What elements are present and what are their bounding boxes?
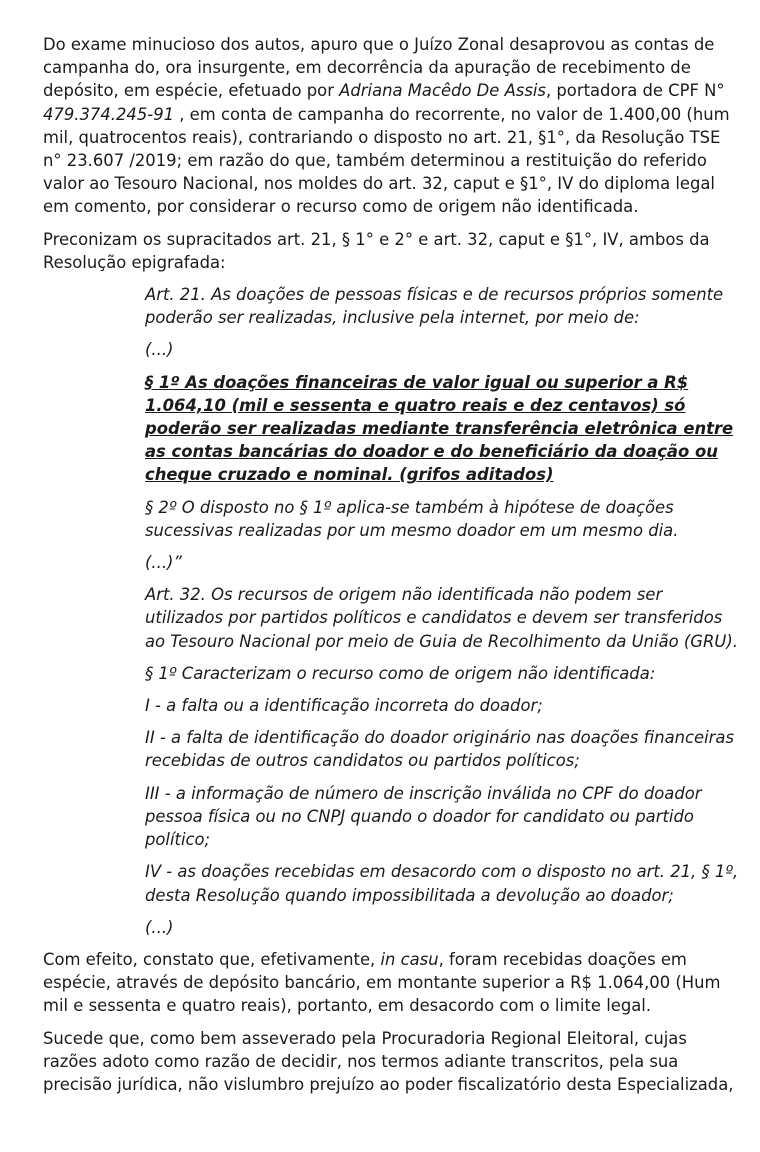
quote-art32-par1: § 1º Caracterizam o recurso como de origem não identificada: xyxy=(145,663,656,683)
paragraph-3 xyxy=(43,948,743,1018)
quote-ellipsis-2: (...)” xyxy=(145,553,182,573)
p1-text-b: , portadora de CPF N° xyxy=(545,81,725,101)
quote-item-iii: III - a informação de número de inscrição inválida no CPF do doador pessoa física ou no CNPJ quando o doador for candidato ou partido político; xyxy=(145,783,702,850)
quote-item-iv: IV - as doações recebidas em desacordo com o disposto no art. 21, § 1º, desta Resolução quando impossibilitada a devolução ao doador; xyxy=(145,862,739,905)
quote-ellipsis-1: (...) xyxy=(145,340,174,360)
legal-quote xyxy=(145,283,745,939)
p1-text-a: Do exame minucioso dos autos, apuro que o Juízo Zonal desaprovou as contas de campanha do, ora insurgente, em decorrência da apuração de recebimento de depósito, em espécie, efetuado por xyxy=(43,35,715,101)
p1-text-c: , em conta de campanha do recorrente, no valor de 1.400,00 (hum mil, quatrocentos reais), contrariando o disposto no art. 21, §1°, da Resolução TSE n° 23.607 /2019; em razão do que, também determinou a restituição do referido valor ao Tesouro Nacional, nos moldes do art. 32, caput e §1°, IV do diploma legal em comento, por considerar o recurso como de origem não identificada. xyxy=(43,104,730,217)
donor-name: Adriana Macêdo De Assis xyxy=(339,81,546,101)
paragraph-2: Preconizam os supracitados art. 21, § 1° e 2° e art. 32, caput e §1°, IV, ambos da Resolução epigrafada: xyxy=(43,229,710,272)
document-body xyxy=(43,33,743,1105)
paragraph-1 xyxy=(43,33,743,219)
in-casu: in casu xyxy=(380,949,439,969)
quote-art21: Art. 21. As doações de pessoas físicas e de recursos próprios somente poderão ser realizadas, inclusive pela internet, por meio de: xyxy=(145,285,724,328)
quote-art21-par1: § 1º As doações financeiras de valor igual ou superior a R$ 1.064,10 (mil e sessenta e quatro reais e dez centavos) só poderão ser realizadas mediante transferência eletrônica entre as contas bancárias do doador e do beneficiário da doação ou cheque cruzado e nominal. (grifos aditados) xyxy=(145,372,734,485)
p3-text-b: , foram recebidas doações em espécie, através de depósito bancário, em montante superior a R$ 1.064,00 (Hum mil e sessenta e quatro reais), portanto, em desacordo com o limite legal. xyxy=(43,949,721,1016)
quote-item-ii: II - a falta de identificação do doador originário nas doações financeiras recebidas de outros candidatos ou partidos políticos; xyxy=(145,728,735,771)
quote-art21-par2: § 2º O disposto no § 1º aplica-se também à hipótese de doações sucessivas realizadas por um mesmo doador em um mesmo dia. xyxy=(145,497,679,540)
p3-text-a: Com efeito, constato que, efetivamente, xyxy=(43,949,381,969)
quote-item-i: I - a falta ou a identificação incorreta do doador; xyxy=(145,696,543,716)
quote-ellipsis-3: (...) xyxy=(145,917,174,937)
quote-art32: Art. 32. Os recursos de origem não identificada não podem ser utilizados por partidos políticos e candidatos e devem ser transferidos ao Tesouro Nacional por meio de Guia de Recolhimento da União (GRU). xyxy=(145,585,738,651)
cpf-number: 479.374.245-91 xyxy=(43,104,175,124)
paragraph-4: Sucede que, como bem asseverado pela Procuradoria Regional Eleitoral, cujas razões adoto como razão de decidir, nos termos adiante transcritos, pela sua precisão jurídica, não vislumbro prejuízo ao poder fiscalizatório desta Especializada, xyxy=(43,1028,734,1094)
